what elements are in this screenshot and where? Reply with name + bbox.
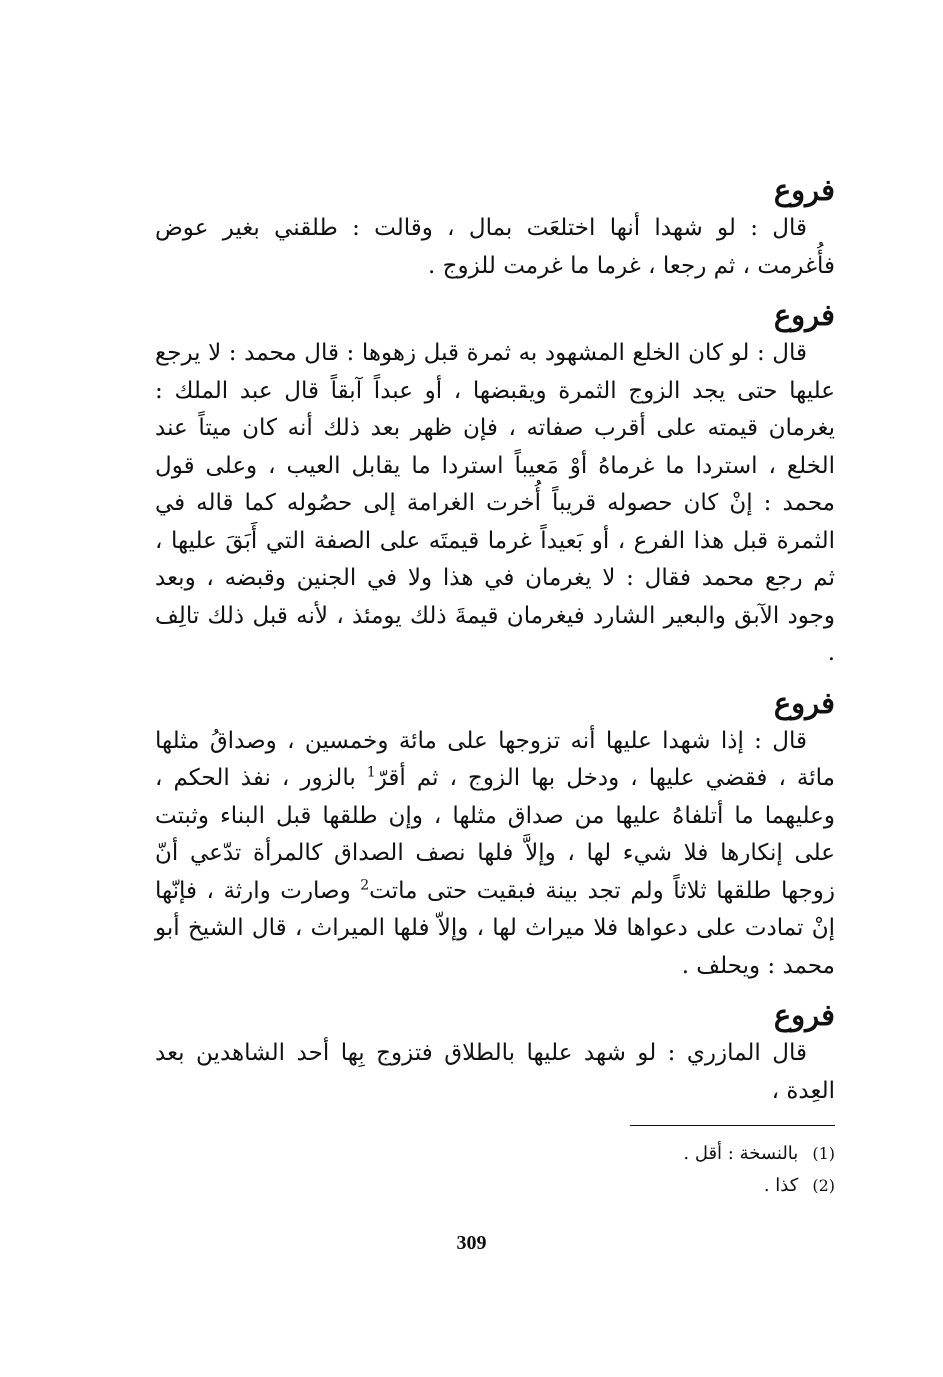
footnote-text: بالنسخة : أقل . (683, 1143, 799, 1164)
footnotes (630, 1125, 835, 1202)
footnote-marker: 1 (366, 764, 376, 781)
section-paragraph: قال المازري : لو شهد عليها بالطلاق فتزوج بِها أحد الشاهدين بعد العِدة ، (155, 1040, 835, 1104)
footnote-number: (1) (812, 1144, 835, 1163)
section-paragraph (155, 723, 835, 986)
footnote-item (630, 1138, 835, 1170)
section-heading: فروع (773, 685, 835, 720)
section-paragraph: قال : لو شهدا أنها اختلعَت بمال ، وقالت : طلقني بغير عوض فأُغرمت ، ثم رجعا ، غرما ما غرمت للزوج . (155, 215, 835, 279)
footnote-item (630, 1170, 835, 1202)
footnote-divider (630, 1125, 835, 1126)
paragraph-text: وصارت وارثة ، فإنّها إنْ تمادت على دعواها فلا ميراث لها ، وإلاّ فلها الميراث ، قال الشيخ أبو محمد : ويحلف . (155, 877, 835, 979)
page-number: 309 (456, 1232, 487, 1254)
section-heading: فروع (773, 173, 835, 207)
footnote-number: (2) (812, 1176, 835, 1195)
paragraph-text: قال : إذا شهدا عليها أنه تزوجها على مائة وخمسين ، وصداقُ مثلها مائة ، فقضي عليها ، ودخل بها الزوج ، ثم أقرّ (155, 727, 835, 791)
section-heading: فروع (773, 298, 835, 332)
paragraph-text: بالزور ، نفذ الحكم ، وعليهما ما أتلفاهُ عليها من صداق مثلها ، وإن طلقها قبل البناء وثبتت على إنكارها فلا شيء لها ، وإلاَّ فلها نصف الصداق كالمرأة تدّعي أنّ زوجها طلقها ثلاثاً ولم تجد بينة فبقيت حتى ماتت (155, 765, 835, 904)
section-heading: فروع (773, 998, 835, 1032)
footnote-marker: 2 (360, 876, 370, 893)
footnote-text: كذا . (763, 1175, 799, 1196)
page-content (155, 170, 835, 1120)
section-paragraph: قال : لو كان الخلع المشهود به ثمرة قبل زهوها : قال محمد : لا يرجع عليها حتى يجد الزوج الثمرة ويقبضها ، أو عبداً آبقاً قال عبد الملك : يغرمان قيمته على أقرب صفاته ، فإن ظهر بعد ذلك أنه كان ميتاً عند الخلع ، استردا ما غرماهُ أوْ مَعيباً استردا ما يقابل العيب ، وعلى قول محمد : إنْ كان حصوله قريباً أُخرت الغرامة إلى حصُوله كما قاله في الثمرة قبل هذا الفرع ، أو بَعيداً غرما قيمتَه على الصفة التي أَبَقَ عليها ، ثم رجع محمد فقال : لا يغرمان في هذا ولا في الجنين وقبضه ، وبعد وجود الآبق والبعير الشارد فيغرمان قيمةَ ذلك يومئذ ، لأنه قبل ذلك تالِف . (155, 340, 835, 666)
